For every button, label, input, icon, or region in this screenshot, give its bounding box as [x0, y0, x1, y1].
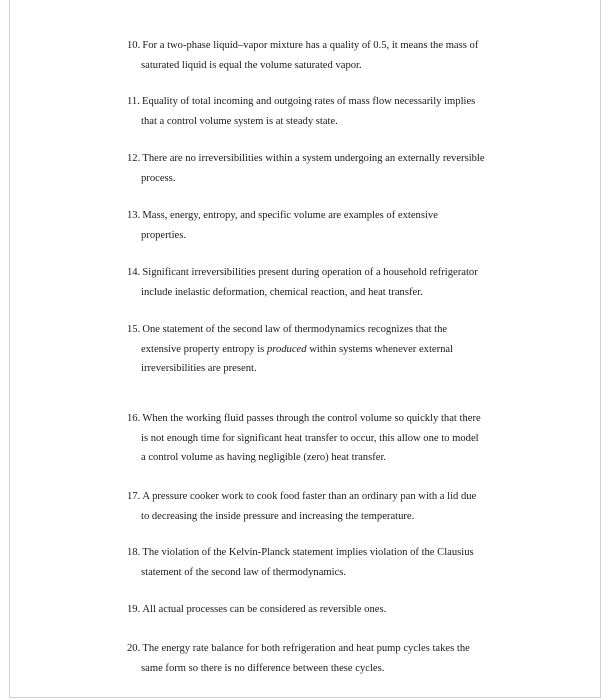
question-line: [127, 487, 505, 507]
question-text: Significant irreversibilities present during operation of a household refrigerator: [142, 267, 478, 278]
question-line: [127, 600, 505, 620]
question-line: [127, 409, 505, 429]
question-number: 14.: [127, 267, 141, 278]
question-number: 17.: [127, 491, 141, 502]
question-line: [127, 320, 505, 340]
question-line: that a control volume system is at steady state.: [141, 115, 338, 127]
question-number: 12.: [127, 153, 141, 164]
question-line: [127, 36, 505, 56]
question-text: Mass, energy, entropy, and specific volume are examples of extensive: [142, 210, 438, 221]
question-18: [127, 543, 505, 582]
question-11: [127, 92, 505, 131]
question-number: 18.: [127, 547, 141, 558]
question-line: [127, 263, 505, 283]
question-text: The violation of the Kelvin-Planck statement implies violation of the Clausius: [142, 547, 474, 558]
question-number: 16.: [127, 413, 141, 424]
question-line: a control volume as having negligible (zero) heat transfer.: [141, 452, 387, 463]
question-number: 11.: [127, 96, 140, 107]
question-line: irreversibilities are present.: [141, 363, 257, 374]
question-text: Equality of total incoming and outgoing rates of mass flow necessarily implies: [141, 96, 476, 107]
question-line: [127, 92, 505, 112]
question-line: saturated liquid is equal the volume saturated vapor.: [141, 59, 362, 71]
question-16: [127, 409, 505, 468]
question-13: [127, 206, 505, 245]
question-line: include inelastic deformation, chemical reaction, and heat transfer.: [141, 286, 423, 298]
question-number: 19.: [127, 604, 141, 615]
question-line: [127, 543, 505, 563]
question-15: [127, 320, 505, 379]
question-text: extensive property entropy is: [141, 343, 265, 355]
question-14: [127, 263, 505, 302]
question-line: [127, 639, 505, 659]
question-text: The energy rate balance for both refrigeration and heat pump cycles takes the: [142, 643, 470, 654]
question-10: [127, 36, 505, 75]
question-line: process.: [141, 172, 176, 184]
question-number: 10.: [127, 40, 141, 51]
question-text: There are no irreversibilities within a system undergoing an externally reversible: [142, 153, 485, 164]
question-line: [127, 149, 505, 169]
question-number: 20.: [127, 643, 141, 654]
question-line: properties.: [141, 229, 187, 241]
question-line: is not enough time for significant heat transfer to occur, this allow one to model: [141, 432, 479, 444]
question-line: same form so there is no difference between these cycles.: [141, 662, 385, 674]
question-12: [127, 149, 505, 188]
question-text: One statement of the second law of thermodynamics recognizes that the: [142, 324, 448, 335]
question-text: When the working fluid passes through the control volume so quickly that there: [142, 413, 481, 424]
question-line: to decreasing the inside pressure and increasing the temperature.: [141, 510, 415, 522]
question-text: All actual processes can be considered as reversible ones.: [142, 604, 387, 615]
question-line: [127, 340, 505, 360]
question-text: For a two-phase liquid–vapor mixture has a quality of 0.5, it means the mass of: [142, 40, 479, 51]
question-number: 15.: [127, 324, 141, 335]
question-text: A pressure cooker work to cook food faster than an ordinary pan with a lid due: [142, 491, 477, 502]
question-line: [127, 206, 505, 226]
emphasized-word: produced: [266, 343, 307, 355]
question-text: within systems whenever external: [309, 343, 454, 355]
question-17: [127, 487, 505, 526]
question-line: statement of the second law of thermodynamics.: [141, 566, 347, 578]
question-19: [127, 600, 505, 620]
question-number: 13.: [127, 210, 141, 221]
question-20: [127, 639, 505, 678]
